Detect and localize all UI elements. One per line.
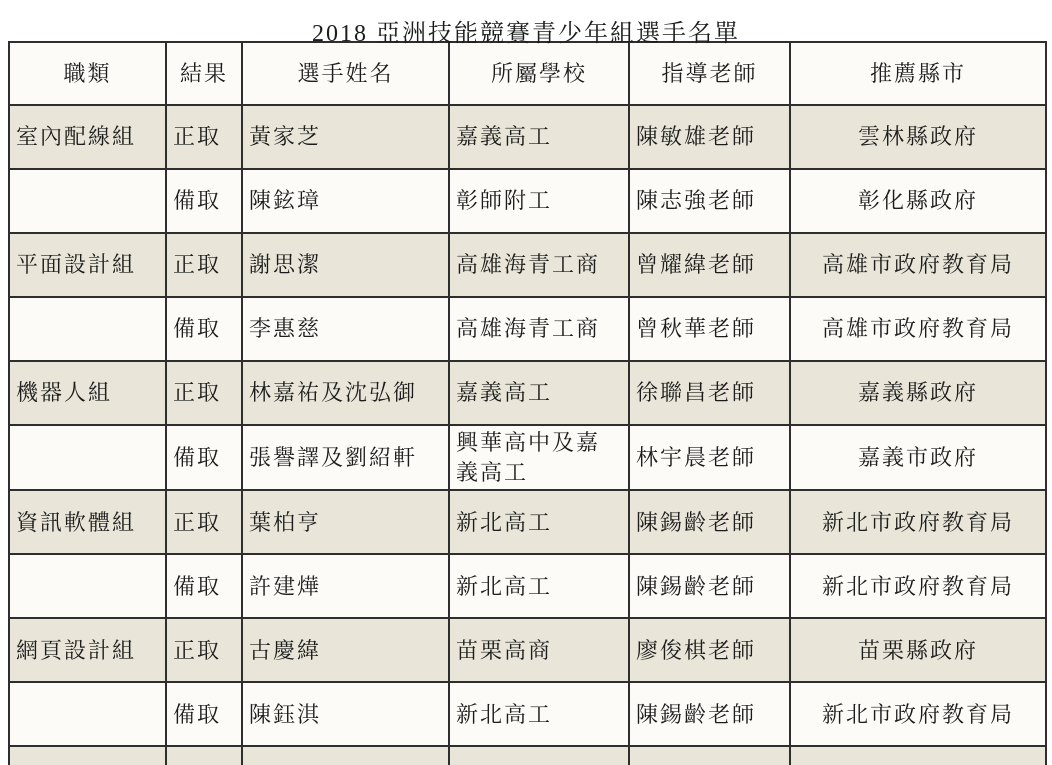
table-row	[9, 618, 1046, 682]
cell-contestant-name: 謝思潔	[242, 233, 449, 297]
cell-contestant-name: 陳鉉璋	[242, 169, 449, 233]
cell-contestant-name: 古慶緯	[242, 618, 449, 682]
cell-result: 正取	[166, 618, 242, 682]
contestant-roster-table	[8, 41, 1047, 765]
table-row	[9, 490, 1046, 554]
cell-teacher: 陳敏雄老師	[629, 105, 790, 169]
cell-contestant-name: 葉柏亨	[242, 490, 449, 554]
cell-result: 備取	[166, 297, 242, 361]
cell-result-cutoff	[166, 746, 242, 765]
cell-recommending-city: 新北市政府教育局	[790, 554, 1046, 618]
page-title: 2018 亞洲技能競賽青少年組選手名單	[312, 21, 740, 47]
col-header-school: 所屬學校	[449, 42, 629, 105]
cell-category	[9, 169, 166, 233]
table-row	[9, 425, 1046, 490]
cell-teacher: 曾耀緯老師	[629, 233, 790, 297]
table-row	[9, 361, 1046, 425]
cell-contestant-name: 林嘉祐及沈弘御	[242, 361, 449, 425]
cell-category: 平面設計組	[9, 233, 166, 297]
cell-category: 室內配線組	[9, 105, 166, 169]
cell-contestant-name: 陳鈺淇	[242, 682, 449, 746]
header-row	[9, 42, 1046, 105]
cell-contestant-name: 許建燁	[242, 554, 449, 618]
cell-school: 高雄海青工商	[449, 233, 629, 297]
cell-recommending-city: 雲林縣政府	[790, 105, 1046, 169]
cell-category	[9, 425, 166, 490]
cell-contestant-name-cutoff	[242, 746, 449, 765]
cell-category-cutoff	[9, 746, 166, 765]
table-row	[9, 105, 1046, 169]
cell-school-cutoff	[449, 746, 629, 765]
table-row	[9, 682, 1046, 746]
table-row	[9, 554, 1046, 618]
cell-result: 正取	[166, 361, 242, 425]
cell-school: 高雄海青工商	[449, 297, 629, 361]
cell-category	[9, 554, 166, 618]
cell-recommending-city: 高雄市政府教育局	[790, 233, 1046, 297]
cell-category	[9, 297, 166, 361]
cell-result: 正取	[166, 233, 242, 297]
cell-recommending-city: 新北市政府教育局	[790, 682, 1046, 746]
cell-category: 資訊軟體組	[9, 490, 166, 554]
cell-result: 備取	[166, 169, 242, 233]
cell-result: 備取	[166, 682, 242, 746]
cell-contestant-name: 張譽譯及劉紹軒	[242, 425, 449, 490]
cell-result: 正取	[166, 105, 242, 169]
table-row	[9, 297, 1046, 361]
cell-contestant-name: 李惠慈	[242, 297, 449, 361]
cell-recommending-city: 嘉義市政府	[790, 425, 1046, 490]
cell-contestant-name: 黃家芝	[242, 105, 449, 169]
cell-teacher: 廖俊棋老師	[629, 618, 790, 682]
cell-category	[9, 682, 166, 746]
col-header-result: 結果	[166, 42, 242, 105]
cell-teacher: 徐聯昌老師	[629, 361, 790, 425]
cell-result: 備取	[166, 425, 242, 490]
cell-teacher: 林宇晨老師	[629, 425, 790, 490]
cell-teacher-cutoff	[629, 746, 790, 765]
cell-school: 彰師附工	[449, 169, 629, 233]
cell-school: 嘉義高工	[449, 361, 629, 425]
cell-result: 備取	[166, 554, 242, 618]
cell-teacher: 曾秋華老師	[629, 297, 790, 361]
table-body	[9, 105, 1046, 765]
col-header-city: 推薦縣市	[790, 42, 1046, 105]
cell-recommending-city: 嘉義縣政府	[790, 361, 1046, 425]
cell-category: 機器人組	[9, 361, 166, 425]
cell-teacher: 陳錫齡老師	[629, 682, 790, 746]
cell-recommending-city: 苗栗縣政府	[790, 618, 1046, 682]
cell-school: 新北高工	[449, 490, 629, 554]
cell-teacher: 陳錫齡老師	[629, 554, 790, 618]
cell-recommending-city: 新北市政府教育局	[790, 490, 1046, 554]
cell-school: 嘉義高工	[449, 105, 629, 169]
cell-recommending-city-cutoff	[790, 746, 1046, 765]
col-header-category: 職類	[9, 42, 166, 105]
partial-cutoff-row	[9, 746, 1046, 765]
cell-result: 正取	[166, 490, 242, 554]
cell-school: 興華高中及嘉義高工	[449, 425, 629, 490]
cell-school: 新北高工	[449, 682, 629, 746]
cell-school: 苗栗高商	[449, 618, 629, 682]
col-header-name: 選手姓名	[242, 42, 449, 105]
cell-teacher: 陳錫齡老師	[629, 490, 790, 554]
cell-recommending-city: 高雄市政府教育局	[790, 297, 1046, 361]
cell-teacher: 陳志強老師	[629, 169, 790, 233]
cell-school: 新北高工	[449, 554, 629, 618]
col-header-teacher: 指導老師	[629, 42, 790, 105]
cell-category: 網頁設計組	[9, 618, 166, 682]
cell-recommending-city: 彰化縣政府	[790, 169, 1046, 233]
table-row	[9, 233, 1046, 297]
table-row	[9, 169, 1046, 233]
